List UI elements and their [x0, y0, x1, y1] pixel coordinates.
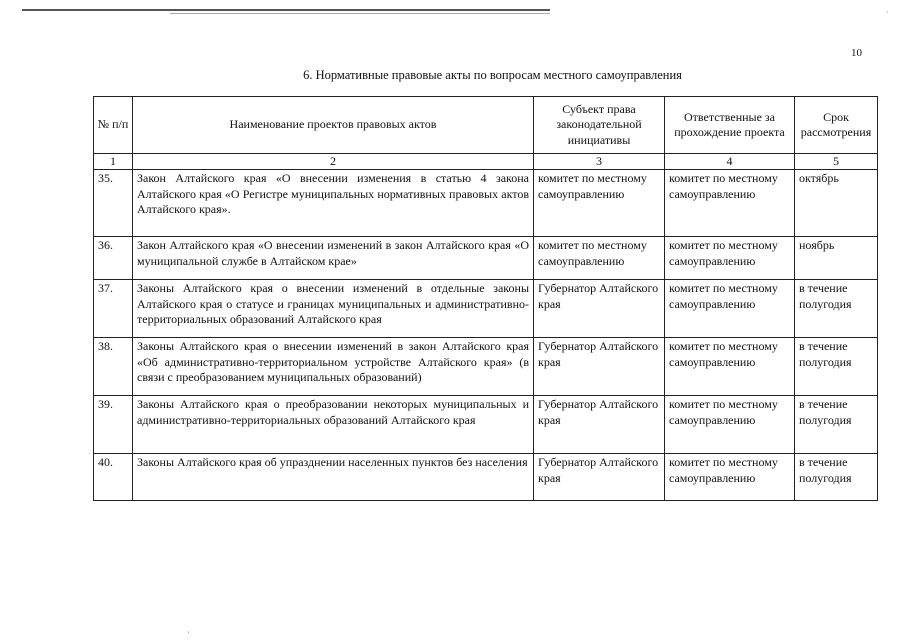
initiative-subject: комитет по местному самоуправлению: [534, 170, 665, 237]
column-number: 1: [94, 154, 133, 170]
act-name: Законы Алтайского края о внесении изменений в закон Алтайского края «Об административно-территориальном устройстве Алтайского края» (в связи с преобразованием муниципальных образований): [133, 338, 534, 396]
responsible-body: комитет по местному самоуправлению: [665, 170, 795, 237]
initiative-subject: комитет по местному самоуправлению: [534, 237, 665, 280]
table-header-row: [94, 97, 878, 154]
legal-acts-table: [93, 96, 878, 501]
table-row: [94, 170, 878, 237]
responsible-body: комитет по местному самоуправлению: [665, 280, 795, 338]
table-row: [94, 454, 878, 501]
row-number: 35.: [94, 170, 133, 237]
row-number: 39.: [94, 396, 133, 454]
review-term: октябрь: [795, 170, 878, 237]
corner-mark: ·: [886, 8, 889, 17]
act-name: Законы Алтайского края о внесении изменений в отдельные законы Алтайского края о статусе и границах муниципальных и административно-территориальных образований Алтайского края: [133, 280, 534, 338]
responsible-body: комитет по местному самоуправлению: [665, 454, 795, 501]
initiative-subject: Губернатор Алтайского края: [534, 454, 665, 501]
page-number: 10: [851, 47, 862, 59]
header-responsible: Ответственные за прохождение проекта: [665, 97, 795, 154]
initiative-subject: Губернатор Алтайского края: [534, 396, 665, 454]
row-number: 36.: [94, 237, 133, 280]
responsible-body: комитет по местному самоуправлению: [665, 338, 795, 396]
header-subject: Субъект права законодательной инициативы: [534, 97, 665, 154]
act-name: Законы Алтайского края об упразднении населенных пунктов без населения: [133, 454, 534, 501]
review-term: ноябрь: [795, 237, 878, 280]
table-row: [94, 396, 878, 454]
header-term: Срок рассмотрения: [795, 97, 878, 154]
section-title: 6. Нормативные правовые акты по вопросам местного самоуправления: [303, 68, 682, 82]
review-term: в течение полугодия: [795, 396, 878, 454]
act-name: Законы Алтайского края о преобразовании некоторых муниципальных и административно-территориальных образований Алтайского края: [133, 396, 534, 454]
column-number: 4: [665, 154, 795, 170]
row-number: 38.: [94, 338, 133, 396]
initiative-subject: Губернатор Алтайского края: [534, 280, 665, 338]
act-name: Закон Алтайского края «О внесении изменения в статью 4 закона Алтайского края «О Регистре муниципальных нормативных правовых актов Алтайского края».: [133, 170, 534, 237]
header-name: Наименование проектов правовых актов: [133, 97, 534, 154]
table-row: [94, 237, 878, 280]
table-row: [94, 280, 878, 338]
top-scan-rule: [22, 9, 550, 11]
responsible-body: комитет по местному самоуправлению: [665, 237, 795, 280]
column-number: 3: [534, 154, 665, 170]
review-term: в течение полугодия: [795, 338, 878, 396]
table-row: [94, 338, 878, 396]
row-number: 37.: [94, 280, 133, 338]
column-number: 5: [795, 154, 878, 170]
row-number: 40.: [94, 454, 133, 501]
header-number: № п/п: [94, 97, 133, 154]
initiative-subject: Губернатор Алтайского края: [534, 338, 665, 396]
top-scan-rule-thin: [170, 13, 550, 14]
column-number-row: [94, 154, 878, 170]
column-number: 2: [133, 154, 534, 170]
review-term: в течение полугодия: [795, 280, 878, 338]
review-term: в течение полугодия: [795, 454, 878, 501]
responsible-body: комитет по местному самоуправлению: [665, 396, 795, 454]
bottom-scan-mark: ': [188, 630, 190, 639]
act-name: Закон Алтайского края «О внесении изменений в закон Алтайского края «О муниципальной службе в Алтайском крае»: [133, 237, 534, 280]
